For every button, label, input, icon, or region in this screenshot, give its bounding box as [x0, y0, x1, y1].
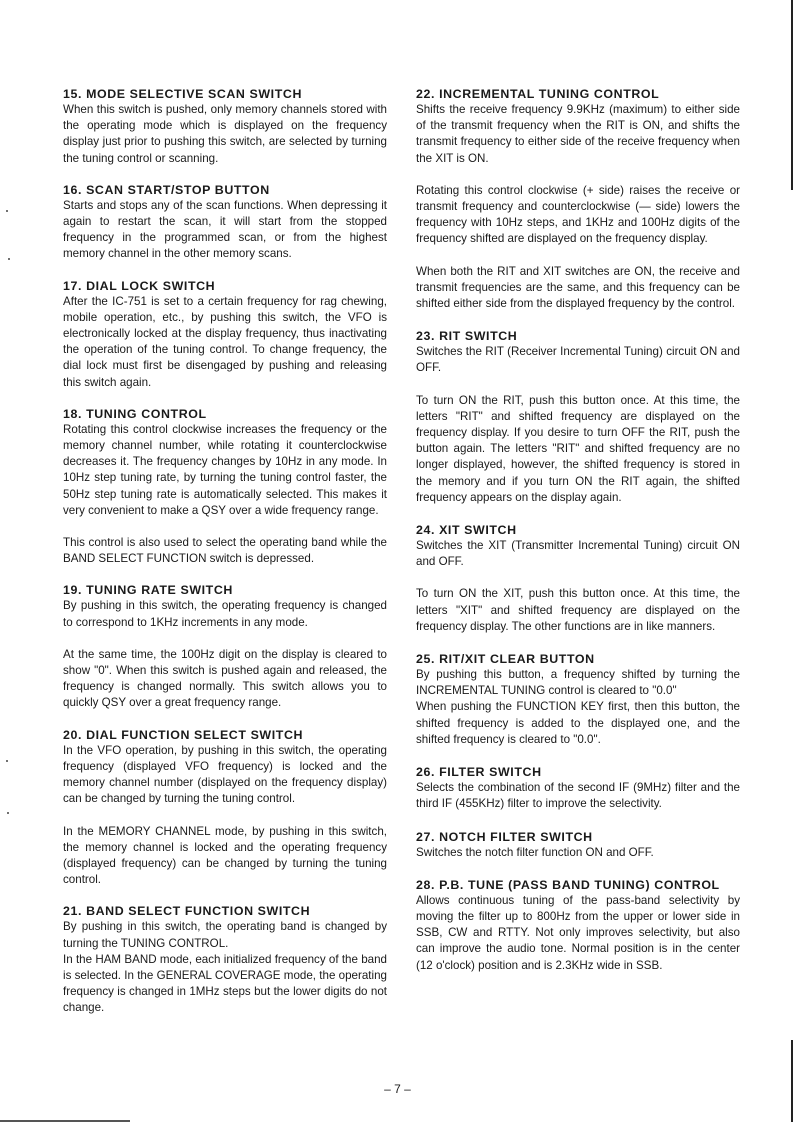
- section-title: 24. XIT SWITCH: [416, 523, 517, 538]
- section-paragraph: Selects the combination of the second IF (9MHz) filter and the third IF (455KHz) filter to improve the selectivity.: [416, 781, 740, 811]
- section-title: 21. BAND SELECT FUNCTION SWITCH: [63, 904, 311, 919]
- section-paragraph: Shifts the receive frequency 9.9KHz (maximum) to either side of the transmit frequency when the RIT is ON, and shifts the transmit frequency to either side of the receive frequency when the XIT is ON.: [416, 103, 740, 165]
- scan-edge-right-bottom: [791, 1040, 793, 1122]
- section: [416, 829, 740, 861]
- section-paragraph: In the VFO operation, by pushing in this switch, the operating frequency (displayed VFO frequency) is locked and the memory channel number (displayed on the frequency display) can be changed by turning the tuning control.: [63, 743, 387, 806]
- scan-speck: [6, 760, 8, 762]
- section-paragraph: Starts and stops any of the scan functions. When depressing it again to restart the scan, it will start from the stopped frequency in the programmed scan, or from the highest memory channel in the other memory scans.: [63, 198, 387, 261]
- section: [63, 406, 387, 568]
- section: [63, 582, 387, 711]
- section: [416, 877, 740, 974]
- section: [63, 727, 387, 889]
- section: [63, 182, 387, 263]
- section: [416, 651, 740, 748]
- section-title: 25. RIT/XIT CLEAR BUTTON: [416, 652, 595, 667]
- section-title: 17. DIAL LOCK SWITCH: [63, 278, 216, 293]
- section-paragraph: Allows continuous tuning of the pass-band selectivity by moving the filter up to 800Hz from the upper or lower side in SSB, CW and RTTY. Not only improves selectivity, but also can improve the audio tone. Normal position is in the center (12 o'clock) position and is 2.3KHz wide in SSB.: [416, 893, 740, 972]
- section-title: 20. DIAL FUNCTION SELECT SWITCH: [63, 727, 304, 742]
- scan-speck: [7, 812, 9, 814]
- section: [63, 278, 387, 391]
- left-column: [63, 86, 387, 1032]
- section: [416, 328, 740, 506]
- section-paragraph: Rotating this control clockwise (+ side) raises the receive or transmit frequency and counterclockwise (— side) lowers the frequency with 10Hz steps, and 1KHz and 100Hz digits of the frequency shifted are displayed on the frequency display.: [416, 183, 740, 246]
- section-title: 19. TUNING RATE SWITCH: [63, 583, 233, 598]
- scan-speck: [6, 210, 8, 212]
- section-paragraph: To turn ON the XIT, push this button once. At this time, the letters "XIT" and shifted frequency are displayed on the frequency display. The other functions are in like manners.: [416, 587, 740, 633]
- section: [416, 86, 740, 312]
- section-paragraph: When both the RIT and XIT switches are ON, the receive and transmit frequencies are the same, and this frequency can be shifted either side from the displayed frequency by the control.: [416, 264, 740, 311]
- section-paragraph: This control is also used to select the operating band while the BAND SELECT FUNCTION switch is depressed.: [63, 536, 387, 566]
- section: [63, 86, 387, 167]
- section-paragraph: Switches the RIT (Receiver Incremental Tuning) circuit ON and OFF.: [416, 345, 740, 375]
- section-paragraph: To turn ON the RIT, push this button once. At this time, the letters "RIT" and shifted frequency are displayed on the frequency display. If you desire to turn OFF the RIT, push the button again. The letters "RIT" and shifted frequency are no longer displayed, however, the shifted frequency is stored in the memory and if you turn ON the RIT again, the shifted frequency appears on the display again.: [416, 393, 740, 504]
- section-title: 22. INCREMENTAL TUNING CONTROL: [416, 87, 660, 101]
- section-paragraph: By pushing this button, a frequency shifted by turning the INCREMENTAL TUNING control is cleared to "0.0" When pushing the FUNCTION KEY first, then this button, the shifted frequency is added to the displayed one, and the shifted frequency is cleared to "0.0".: [416, 668, 740, 746]
- section-paragraph: In the MEMORY CHANNEL mode, by pushing in this switch, the memory channel is locked and the operating frequency (displayed frequency) can be changed by turning the tuning control.: [63, 824, 387, 887]
- section: [416, 764, 740, 812]
- section-title: 28. P.B. TUNE (PASS BAND TUNING) CONTROL: [416, 877, 720, 892]
- section-title: 26. FILTER SWITCH: [416, 765, 542, 780]
- section-paragraph: When this switch is pushed, only memory channels stored with the operating mode which is displayed on the frequency display just prior to pushing this switch, are selected by turning the tuning control or scanning.: [63, 103, 387, 165]
- section-title: 23. RIT SWITCH: [416, 329, 518, 344]
- scan-edge-right-top: [791, 0, 793, 190]
- scan-speck: [8, 258, 10, 260]
- section-paragraph: Rotating this control clockwise increases the frequency or the memory channel number, while rotating it counterclockwise decreases it. The frequency changes by 10Hz in any mode. In 10Hz step tuning rate, by turning the tuning control faster, the 50Hz step tuning rate is automatically selected. This makes it very convenient to make a QSY over a wide frequency range.: [63, 422, 387, 517]
- section-paragraph: After the IC-751 is set to a certain frequency for rag chewing, mobile operation, etc., by pushing this switch, the VFO is electronically locked at the display frequency, thus inactivating the operation of the tuning control. To change frequency, the dial lock must first be disengaged by pushing and releasing this switch again.: [63, 294, 387, 389]
- section-paragraph: Switches the notch filter function ON and OFF.: [416, 845, 654, 859]
- section-title: 15. MODE SELECTIVE SCAN SWITCH: [63, 87, 302, 101]
- section-paragraph: Switches the XIT (Transmitter Incremental Tuning) circuit ON and OFF.: [416, 539, 740, 569]
- section: [63, 903, 387, 1016]
- section: [416, 522, 740, 635]
- section-title: 27. NOTCH FILTER SWITCH: [416, 829, 593, 844]
- page-number: – 7 –: [384, 1082, 411, 1096]
- section-paragraph: By pushing in this switch, the operating frequency is changed to correspond to 1KHz increments in any mode.: [63, 599, 387, 629]
- section-paragraph: At the same time, the 100Hz digit on the display is cleared to show "0". When this switch is pushed again and released, the frequency is changed normally. This switch allows you to quickly QSY over a great frequency range.: [63, 647, 387, 710]
- section-title: 16. SCAN START/STOP BUTTON: [63, 182, 270, 197]
- right-column: [416, 86, 740, 990]
- section-title: 18. TUNING CONTROL: [63, 406, 207, 421]
- section-paragraph: By pushing in this switch, the operating band is changed by turning the TUNING CONTROL. In the HAM BAND mode, each initialized frequency of the band is selected. In the GENERAL COVERAGE mode, the operating frequency is changed in 1MHz steps but the lower digits do not change.: [63, 920, 387, 1015]
